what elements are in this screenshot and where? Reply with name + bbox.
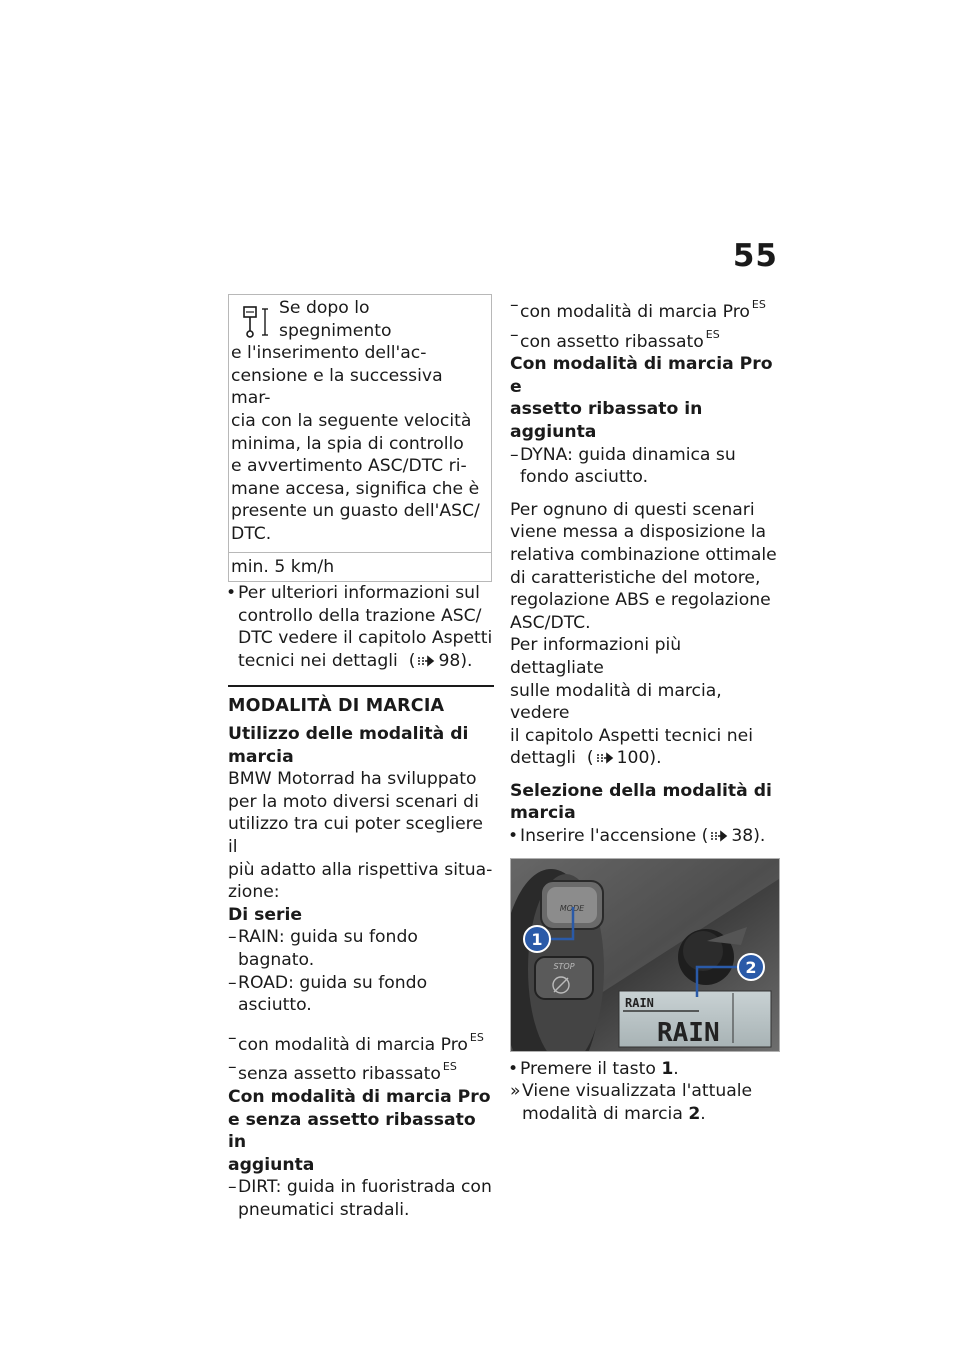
section-divider xyxy=(228,685,494,687)
page-arrow-icon xyxy=(417,655,435,667)
title-line: Selezione della modalità di xyxy=(510,780,772,801)
subsection-title xyxy=(228,723,494,768)
list-item-road: – ROAD: guida su fondo asciutto. xyxy=(228,972,494,1017)
paragraph-line: relativa combinazione ottimale xyxy=(510,544,777,565)
option-item: – senza assetto ribassato $^{ES}$ xyxy=(228,1057,457,1085)
step-press-button xyxy=(510,1058,780,1081)
paragraph-line: il capitolo Aspetti tecnici nei xyxy=(510,725,753,746)
warning-line: e l'inserimento dell'ac- xyxy=(231,343,427,364)
step-text: Premere il tasto xyxy=(520,1058,662,1079)
lcd-large-text: RAIN xyxy=(657,1017,720,1048)
result-text: modalità di marcia xyxy=(522,1103,689,1124)
page-arrow-icon xyxy=(710,830,728,842)
pro-lowered-title xyxy=(510,353,780,443)
stop-button xyxy=(535,957,593,999)
list-text: DIRT: guida in fuoristrada con xyxy=(238,1177,492,1198)
option-text: con assetto ribassato xyxy=(520,331,704,352)
page-arrow-icon xyxy=(596,752,614,764)
handlebar-figure xyxy=(510,858,780,1052)
reference-page: 100). xyxy=(616,748,662,769)
warning-line: minima, la spia di controllo xyxy=(231,433,464,454)
speedometer-limit-icon xyxy=(235,301,275,341)
step-key: 1 xyxy=(661,1058,674,1079)
reference-paren: ( xyxy=(408,650,416,671)
step-punct: . xyxy=(673,1058,679,1079)
list-text: asciutto. xyxy=(238,995,312,1016)
option-superscript: ES xyxy=(751,298,766,311)
option-superscript: ES xyxy=(469,1030,484,1044)
pro-title-line: Con modalità di marcia Pro xyxy=(228,1087,491,1107)
bullet-line: DTC vedere il capitolo Aspetti xyxy=(238,628,493,649)
paragraph-scenarios xyxy=(510,499,780,635)
handlebar-photo xyxy=(511,859,779,1051)
stop-button-label: STOP xyxy=(553,961,575,971)
subsection-title-line: Utilizzo delle modalità di xyxy=(228,724,469,745)
paragraph-line: viene messa a disposizione la xyxy=(510,522,767,543)
warning-line: mane accesa, significa che è xyxy=(231,478,480,499)
section-title: MODALITÀ DI MARCIA xyxy=(228,695,445,716)
pro-title xyxy=(228,1086,494,1176)
paragraph-line: Per informazioni più dettagliate xyxy=(510,635,682,678)
standard-title: Di serie xyxy=(228,904,303,925)
warning-line: presente un guasto dell'ASC/ xyxy=(231,501,480,522)
paragraph-line: BMW Motorrad ha sviluppato xyxy=(228,769,477,790)
warning-line: e avvertimento ASC/DTC ri- xyxy=(231,456,467,477)
option-text: senza assetto ribassato xyxy=(238,1064,441,1085)
warning-line: Se dopo lo spegnimento xyxy=(279,298,392,341)
paragraph-details xyxy=(510,634,780,770)
list-text: ROAD: guida su fondo xyxy=(238,972,428,993)
reference-text: tecnici nei dettagli xyxy=(238,650,398,671)
paragraph-line: per la moto diversi scenari di xyxy=(228,791,479,812)
selection-title xyxy=(510,780,780,825)
warning-text xyxy=(229,295,491,552)
reference-page: 38). xyxy=(731,826,766,847)
option-item: – con assetto ribassato $^{ES}$ xyxy=(510,324,720,352)
option-text: con modalità di marcia Pro xyxy=(520,302,750,322)
title-line: Con modalità di marcia Pro e xyxy=(510,354,773,397)
paragraph-line: zione: xyxy=(228,882,280,903)
result-line xyxy=(510,1103,780,1126)
bullet-item xyxy=(228,582,494,672)
list-item-dirt: – DIRT: guida in fuoristrada con pneumatici stradali. xyxy=(228,1176,494,1221)
paragraph-line: regolazione ABS e regolazione xyxy=(510,590,771,611)
list-text: RAIN: guida su fondo bagnato. xyxy=(238,927,418,971)
subsection-title-line: marcia xyxy=(228,746,294,767)
option-superscript: ES xyxy=(442,1060,457,1074)
bullet-line: controllo della trazione ASC/ xyxy=(238,605,482,626)
callout-2: 2 xyxy=(745,957,757,977)
left-column xyxy=(228,294,494,1222)
reference-text: dettagli xyxy=(510,748,576,769)
list-text: DYNA: guida dinamica su xyxy=(520,444,736,465)
bullet-line: • Per ulteriori informazioni sul xyxy=(238,583,480,604)
reference-page: 98). xyxy=(438,650,473,671)
result-mark: » xyxy=(510,1081,521,1102)
title-line: assetto ribassato in aggiunta xyxy=(510,399,703,442)
option-item: – con modalità di marcia Pro $^{ES}$ xyxy=(510,295,766,322)
lcd-display xyxy=(619,991,771,1048)
warning-line: censione e la successiva mar- xyxy=(231,365,443,409)
list-item-rain: – RAIN: guida su fondo bagnato. xyxy=(228,926,494,971)
paragraph-line: ASC/DTC. xyxy=(510,612,591,633)
option-superscript: ES xyxy=(705,327,720,341)
list-text: pneumatici stradali. xyxy=(238,1199,410,1220)
result-line: Viene visualizzata l'attuale xyxy=(522,1081,753,1102)
paragraph-line: sulle modalità di marcia, vedere xyxy=(510,680,722,724)
page-number: 55 xyxy=(732,238,778,274)
callout-1: 1 xyxy=(531,929,543,949)
list-item-dyna: – DYNA: guida dinamica su fondo asciutto. xyxy=(510,444,780,489)
warning-line: cia con la seguente velocità xyxy=(231,410,472,431)
mode-button-label: MODE xyxy=(559,903,585,913)
warning-box xyxy=(228,294,492,582)
pro-title-line: e senza assetto ribassato in xyxy=(228,1109,476,1153)
result-punct: . xyxy=(700,1103,706,1124)
step-text: Inserire l'accensione ( xyxy=(520,826,709,847)
step-result xyxy=(510,1080,780,1125)
intro-paragraph xyxy=(228,768,494,904)
option-text: con modalità di marcia Pro xyxy=(238,1034,468,1055)
warning-line: DTC. xyxy=(231,523,272,544)
step-ignition xyxy=(510,825,780,848)
page-reference xyxy=(510,747,780,770)
warning-min-speed: min. 5 km/h xyxy=(229,552,491,582)
right-column xyxy=(510,294,780,1125)
option-item: – con modalità di marcia Pro $^{ES}$ xyxy=(228,1027,484,1055)
pro-title-line: aggiunta xyxy=(228,1154,315,1175)
lcd-small-text: RAIN xyxy=(625,995,654,1010)
paragraph-line: utilizzo tra cui poter scegliere il xyxy=(228,814,483,858)
list-text: fondo asciutto. xyxy=(520,467,649,488)
paragraph-line: di caratteristiche del motore, xyxy=(510,567,761,588)
title-line: marcia xyxy=(510,803,576,824)
paragraph-line: più adatto alla rispettiva situa- xyxy=(228,859,493,880)
paragraph-line: Per ognuno di questi scenari xyxy=(510,499,755,520)
result-key: 2 xyxy=(688,1103,701,1124)
reference-paren: ( xyxy=(586,748,594,769)
page-reference xyxy=(238,650,494,673)
